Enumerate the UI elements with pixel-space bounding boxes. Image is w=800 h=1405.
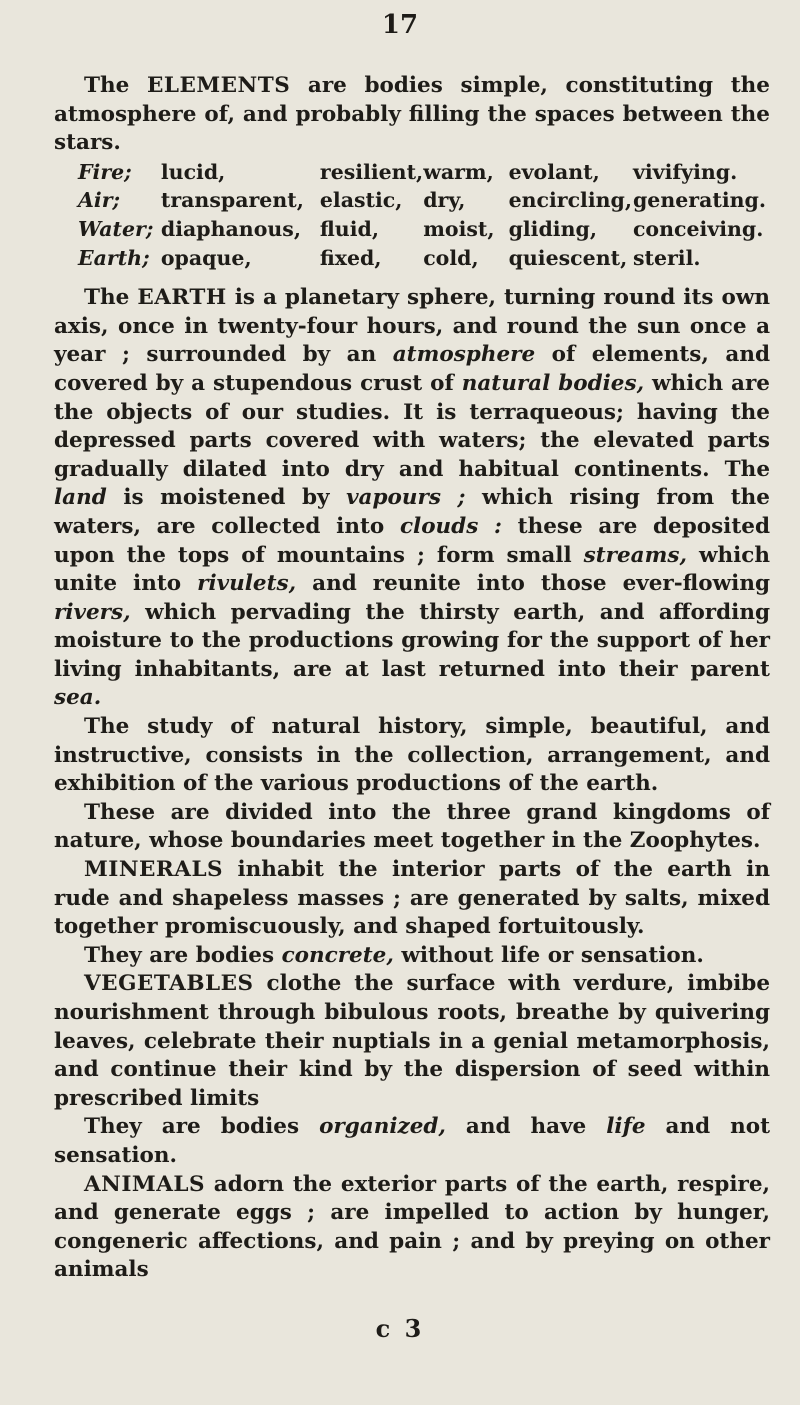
vegetables-paragraph: VEGETABLES clothe the surface with verdure, imbibe nourishment through bibulous roots, breathe by quivering leaves, celebrate their nuptials in a genial metamorphosis, and continue their kind by the dispersion of seed within prescribed limits (54, 971, 770, 1111)
page-number: 17 (381, 10, 419, 40)
animals-paragraph: ANIMALS adorn the exterior parts of the earth, respire, and generate eggs ; are impelled to action by hunger, congeneric affections, and pain ; and by preying on other animals (54, 1171, 770, 1283)
minerals-heading: MINERALS (84, 857, 224, 883)
minerals-paragraph: MINERALS inhabit the interior parts of the earth in rude and shapeless masses ; are generated by salts, mixed together promiscuously, and shaped fortuitously. (54, 857, 770, 940)
elements-table (78, 158, 766, 272)
table-row: Fire; lucid, resilient, warm, evolant, vivifying. (78, 159, 738, 184)
minerals-definition: They are bodies concrete, without life or sensation. (84, 942, 704, 968)
study-paragraph: The study of natural history, simple, beautiful, and instructive, consists in the collection, arrangement, and exhibition of the various productions of the earth. (54, 714, 770, 797)
signature-mark: c 3 (375, 1314, 425, 1343)
vegetables-definition: They are bodies organized, and have life and not sensation. (54, 1114, 770, 1168)
kingdoms-paragraph: These are divided into the three grand kingdoms of nature, whose boundaries meet together in the Zoophytes. (54, 799, 770, 854)
elements-heading: ELEMENTS (146, 73, 291, 98)
earth-heading: EARTH (137, 285, 227, 311)
page-text (54, 72, 770, 1285)
table-row: Air; transparent, elastic, dry, encircling, generating. (78, 188, 766, 213)
table-row: Earth; opaque, fixed, cold, quiescent, steril. (78, 245, 701, 270)
intro-paragraph: The ELEMENTS are bodies simple, constituting the atmosphere of, and probably filling the spaces between the stars. (54, 73, 770, 156)
earth-paragraph: The EARTH is a planetary sphere, turning round its own axis, once in twenty-four hours, and round the sun once a year ; surrounded by an atmosphere of elements, and covered by a stupendous crust of natural bodies, which are the objects of our studies. It is terraqueous; having the depressed parts covered with waters; the elevated parts gradually dilated into dry and habitual continents. The land is moistened by vapours ; which rising from the waters, are collected into clouds : these are deposited upon the tops of mountains ; form small streams, which unite into rivulets, and reunite into those ever-flowing rivers, which pervading the thirsty earth, and affording moisture to the productions growing for the support of her living inhabitants, are at last returned into their parent sea. (54, 285, 770, 711)
vegetables-heading: VEGETABLES (84, 971, 254, 997)
animals-heading: ANIMALS (84, 1171, 206, 1197)
table-row: Water; diaphanous, fluid, moist, gliding, conceiving. (78, 216, 764, 241)
